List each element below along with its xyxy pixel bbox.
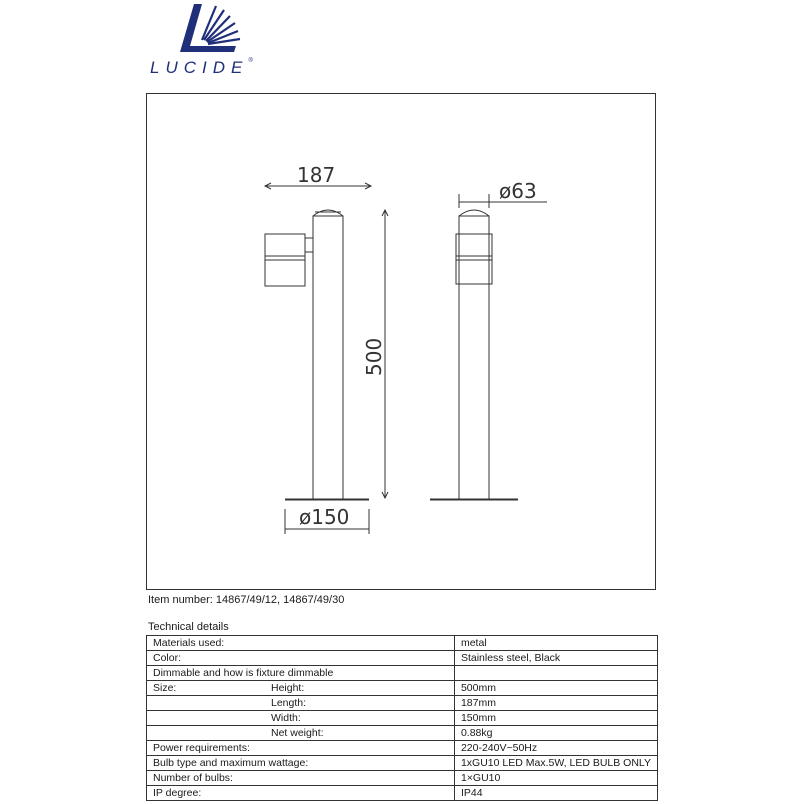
- item-number: Item number: 14867/49/12, 14867/49/30: [148, 594, 345, 606]
- front-head: [456, 234, 492, 284]
- table-row: [147, 726, 658, 741]
- materials-value: metal: [454, 636, 657, 651]
- table-row: [147, 786, 658, 801]
- side-bracket: [305, 238, 313, 252]
- ip-label: IP degree:: [147, 786, 455, 801]
- table-row: [147, 651, 658, 666]
- weight-value: 0.88kg: [454, 726, 657, 741]
- length-label: Length:: [147, 696, 455, 711]
- table-row: [147, 666, 658, 681]
- weight-label: Net weight:: [147, 726, 455, 741]
- table-row: [147, 636, 658, 651]
- bulbs-count-value: 1×GU10: [454, 771, 657, 786]
- height-value: 500mm: [454, 681, 657, 696]
- drawing-frame: [146, 93, 656, 590]
- power-label: Power requirements:: [147, 741, 455, 756]
- table-row: [147, 756, 658, 771]
- dim-height-label: 500: [362, 337, 386, 376]
- front-cap: [459, 210, 489, 216]
- bulb-label: Bulb type and maximum wattage:: [147, 756, 455, 771]
- side-pole: [313, 216, 343, 499]
- materials-label: Materials used:: [147, 636, 455, 651]
- table-row: [147, 696, 658, 711]
- ip-value: IP44: [454, 786, 657, 801]
- height-label: Height:: [271, 682, 305, 694]
- height-label-cell: [147, 681, 455, 696]
- bulbs-count-label: Number of bulbs:: [147, 771, 455, 786]
- bulb-value: 1xGU10 LED Max.5W, LED BULB ONLY: [454, 756, 657, 771]
- dim-head-label: ø63: [499, 179, 537, 203]
- side-cap: [313, 210, 343, 216]
- table-row: [147, 681, 658, 696]
- specs-table: [146, 635, 658, 801]
- technical-drawing: [147, 94, 657, 591]
- table-row: [147, 711, 658, 726]
- length-value: 187mm: [454, 696, 657, 711]
- size-label: Size:: [153, 682, 177, 694]
- table-row: [147, 771, 658, 786]
- front-pole: [459, 216, 489, 499]
- brand-wordmark: LUCIDE®: [150, 58, 253, 77]
- logo-sunburst: [202, 6, 240, 44]
- dim-base-label: ø150: [299, 505, 350, 529]
- dimmable-value: [454, 666, 657, 681]
- color-label: Color:: [147, 651, 455, 666]
- power-value: 220-240V~50Hz: [454, 741, 657, 756]
- dim-length-label: 187: [297, 163, 336, 187]
- technical-details-title: Technical details: [148, 621, 229, 633]
- width-value: 150mm: [454, 711, 657, 726]
- color-value: Stainless steel, Black: [454, 651, 657, 666]
- logo-mark: [180, 4, 240, 52]
- dimmable-label: Dimmable and how is fixture dimmable: [147, 666, 455, 681]
- width-label: Width:: [147, 711, 455, 726]
- table-row: [147, 741, 658, 756]
